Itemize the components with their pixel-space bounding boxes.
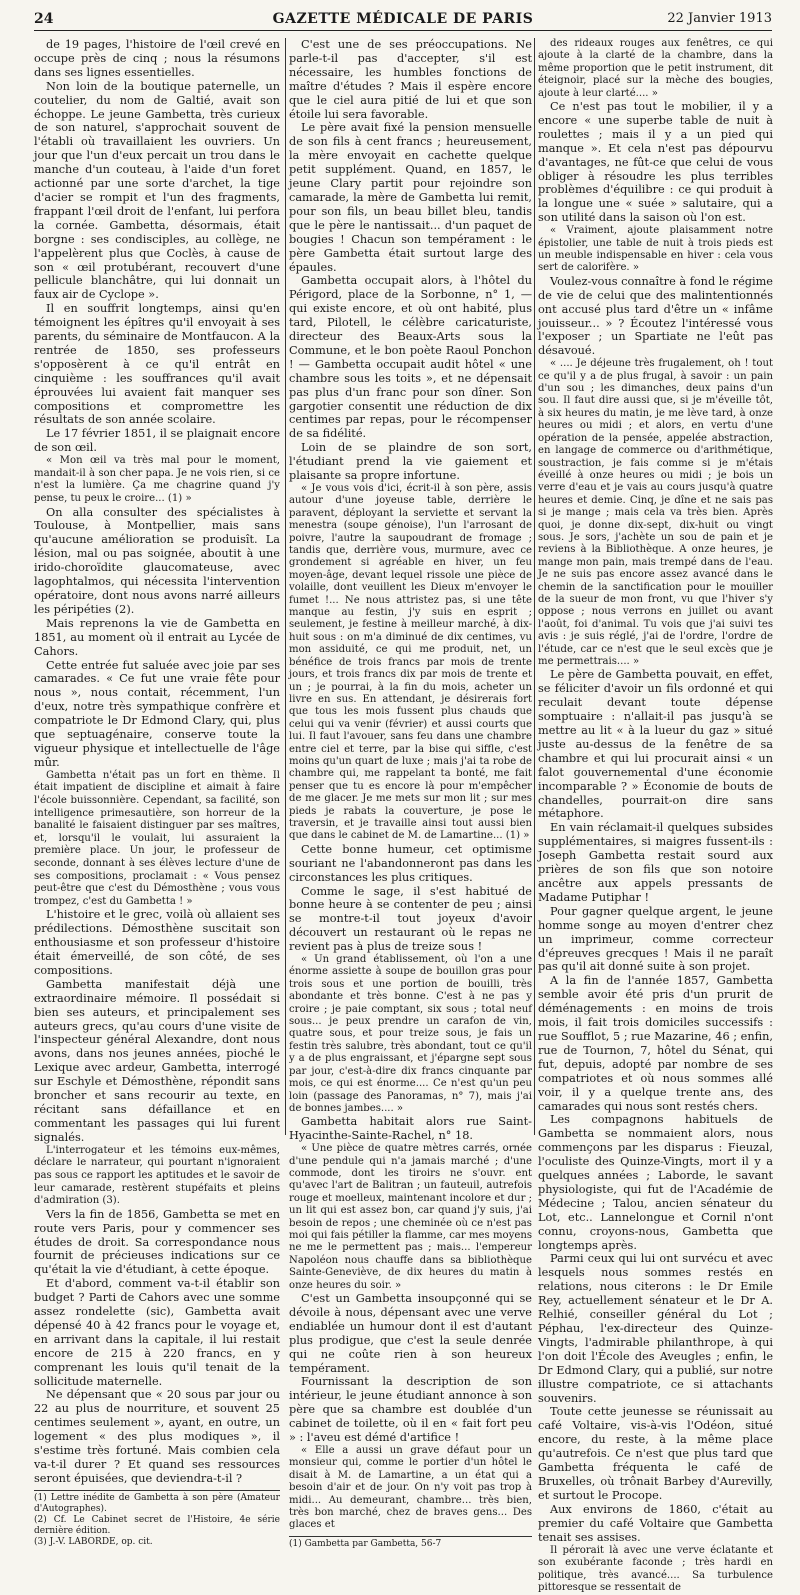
paragraph: Le 17 février 1851, il se plaignait encore de son œil.: [34, 427, 280, 455]
quotation: Il pérorait là avec une verve éclatante et son exubérante faconde ; très hardi en politique, très avancé.... Sa turbulence pittoresque se ressentait de: [538, 1544, 773, 1594]
footnote: (1) Gambetta par Gambetta, 56-7: [289, 1538, 442, 1549]
quotation: « Elle a aussi un grave défaut pour un monsieur qui, comme le portier d'un hôtel le disait à M. de Lamartine, a un état qui a besoin d'air et de jour. On n'y voit pas trop à midi... Au demeurant, chambre... très bien, très bon marché, chez de braves gens... Des glaces et: [289, 1444, 532, 1531]
paragraph: L'histoire et le grec, voilà où allaient ses prédilections. Démosthène suscitait son enthousiasme et son professeur d'histoire était émerveillé, de son côté, de ses compositions.: [34, 908, 280, 977]
paragraph: Le père avait fixé la pension mensuelle de son fils à cent francs ; heureusement, la mère envoyait en cachette quelque petit supplément. Quand, en 1857, le jeune Clary partit pour rejoindre son camarade, la mère de Gambetta lui remit, pour son fils, un beau billet bleu, tandis que le père le nantissait... d'un paquet de bougies ! Chacun son tempérament : le père Gambetta était surtout large des épaules.: [289, 121, 532, 274]
paragraph: Toute cette jeunesse se réunissait au café Voltaire, vis-à-vis l'Odéon, situé encore, du reste, à la même place qu'autrefois. Ce n'est que plus tard que Gambetta fréquenta le café de Bruxelles, où trônait Barbey d'Aurevilly, et surtout le Procope.: [538, 1405, 773, 1502]
paragraph: Et d'abord, comment va-t-il établir son budget ? Parti de Cahors avec une somme assez rondelette (sic), Gambetta avait dépensé 40 à 42 francs pour le voyage et, en arrivant dans la capitale, il lui restait encore de 215 à 220 francs, en y comprenant les louis qu'il tenait de la sollicitude maternelle.: [34, 1277, 280, 1388]
paragraph: Ne dépensant que « 20 sous par jour ou 22 au plus de nourriture, et souvent 25 centimes seulement », ayant, en outre, un logement « des plus modiques », il s'estime très fortuné. Mais combien cela va-t-il durer ? Et quand ses ressources seront épuisées, que deviendra-t-il ?: [34, 1388, 280, 1485]
footnote: (3) J.-V. LABORDE, op. cit.: [34, 1536, 153, 1547]
paragraph: A la fin de l'année 1857, Gambetta semble avoir été pris d'un prurit de déménagements : en moins de trois mois, il fait trois domiciles successifs : rue Soufflot, 5 ; rue Mazarine, 46 ; enfin, rue de Tournon, 7, hôtel du Sénat, qui fut, depuis, adopté par nombre de ses compatriotes et où nous sommes allé voir, il y a quelque trente ans, des camarades qui nous sont restés chers.: [538, 974, 773, 1113]
footnotes: [34, 1490, 280, 1548]
paragraph: Les compagnons habituels de Gambetta se nommaient alors, nous commençons par les disparus : Fieuzal, l'oculiste des Quinze-Vingts, mort il y a quelques années ; Laborde, le savant physiologiste, qui fut de l'Académie de Médecine ; Talou, ancien sénateur du Lot, etc.. Lannelongue et Cornil n'ont connu, croyons-nous, Gambetta que longtemps après.: [538, 1113, 773, 1252]
column-1: [34, 38, 280, 1547]
paragraph: Aux environs de 1860, c'était au premier du café Voltaire que Gambetta tenait ses assises.: [538, 1502, 773, 1544]
quotation: Gambetta n'était pas un fort en thème. Il était impatient de discipline et aimait à faire l'école buissonnière. Cependant, sa facilité, son intelligence primesautière, son horreur de la banalité le faisaient distinguer par ses maîtres, et, lorsqu'il le voulait, lui assuraient la première place. Un jour, le professeur de seconde, donnant à ses élèves lecture d'une de ses compositions, proclamait : « Vous pensez peut-être que c'est du Démosthène ; vous vous trompez, c'est du Gambetta ! »: [34, 769, 280, 907]
paragraph: Loin de se plaindre de son sort, l'étudiant prend la vie gaiement et plaisante sa propre infortune.: [289, 441, 532, 483]
paragraph: Cette bonne humeur, cet optimisme souriant ne l'abandonneront pas dans les circonstances les plus critiques.: [289, 842, 532, 884]
quotation: des rideaux rouges aux fenêtres, ce qui ajoute à la clarté de la chambre, dans la même proportion que le petit instrument, dit éteignoir, placé sur la mèche des bougies, ajoute à leur clarté.... »: [538, 38, 773, 99]
footnote: (2) Cf. Le Cabinet secret de l'Histoire, 4e série dernière édition.: [34, 1514, 280, 1536]
issue-date: 22 Janvier 1913: [667, 11, 772, 26]
paragraph: Vers la fin de 1856, Gambetta se met en route vers Paris, pour y commencer ses études de droit. Sa correspondance nous fournit de précieuses indications sur ce qu'était la vie d'étudiant, à cette époque.: [34, 1207, 280, 1277]
quotation: « Une pièce de quatre mètres carrés, ornée d'une pendule qui n'a jamais marché ; d'une commode, dont les tiroirs ne s'ouvr. ent qu'avec l'art de Balitran ; un fauteuil, autrefois rouge et moelleux, maintenant incolore et dur ; un lit qui est assez bon, car quand j'y suis, j'ai besoin de repos ; une cheminée où ce n'est pas moi qui fais pétiller la flamme, car mes moyens ne me le permettent pas ; mais... l'empereur Napoléon nous chauffe dans sa bibliothèque Sainte-Geneviève, de dix heures du matin à onze heures du soir. »: [289, 1143, 532, 1291]
footnotes: [289, 1536, 532, 1550]
footnote: (1) Lettre inédite de Gambetta à son père (Amateur d'Autographes).: [34, 1492, 280, 1514]
paragraph: de 19 pages, l'histoire de l'œil crevé en occupe près de cinq ; nous la résumons dans ses lignes essentielles.: [34, 38, 280, 79]
paragraph: Gambetta occupait alors, à l'hôtel du Périgord, place de la Sorbonne, n° 1, — qui existe encore, et où ont habité, plus tard, Pilotell, le célèbre caricaturiste, directeur des Beaux-Arts sous la Commune, et le bon poète Raoul Ponchon ! — Gambetta occupait audit hôtel « une chambre sous les toits », et ne dépensait pas plus d'un franc pour son dîner. Son gargotier consentit une réduction de dix centimes par repas, pour le récompenser de sa fidélité.: [289, 274, 532, 441]
paragraph: On alla consulter des spécialistes à Toulouse, à Montpellier, mais sans qu'aucune amélioration se produisît. La lésion, mal ou pas soignée, aboutit à une irido-choroïdite glaucomateuse, avec lagophtalmos, qui nécessita l'intervention opératoire, dont nous avons narré ailleurs les péripéties (2).: [34, 505, 280, 616]
paragraph: Il en souffrit longtemps, ainsi qu'en témoignent les épîtres qu'il envoyait à ses parents, du séminaire de Montfaucon. A la rentrée de 1850, ses professeurs s'opposèrent à ce qu'il entrât en cinquième : les souffrances qu'il avait éprouvées lui avaient fait manquer ses compositions et compromettre les résultats de son année scolaire.: [34, 302, 280, 427]
page-number: 24: [34, 11, 54, 27]
paragraph: Mais reprenons la vie de Gambetta en 1851, au moment où il entrait au Lycée de Cahors.: [34, 616, 280, 658]
quotation: « Mon œil va très mal pour le moment, mandait-il à son cher papa. Je ne vois rien, si ce n'est la lumière. Ça me chagrine quand j'y pense, tu peux le croire... (1) »: [34, 455, 280, 504]
paragraph: C'est un Gambetta insoupçonné qui se dévoile à nous, dépensant avec une verve endiablée un humour dont il est d'autant plus prodigue, que c'est la seule denrée qui ne coûte rien à son heureux tempérament.: [289, 1292, 532, 1375]
paragraph: Non loin de la boutique paternelle, un coutelier, du nom de Galtié, avait son échoppe. Le jeune Gambetta, très curieux de son naturel, s'approchait souvent de l'établi où travaillaient les ouvriers. Un jour que l'un d'eux percait un trou dans le manche d'un couteau, à l'aide d'un foret actionné par une sorte d'archet, la tige d'acier se rompit et l'un des fragments, frappant l'œil droit de l'enfant, lui perfora la cornée. Gambetta, désormais, était borgne : ses condisciples, au collège, ne l'appelèrent plus que Coclès, à cause de son « œil protubérant, recouvert d'une pellicule blanchâtre, qui lui donnait un faux air de Cyclope ».: [34, 79, 280, 302]
column-3: [534, 38, 773, 1594]
quotation: L'interrogateur et les témoins eux-mêmes, déclare le narrateur, qui pourtant n'ignoraient pas sous ce rapport les aptitudes et le savoir de leur camarade, restèrent stupéfaits et pleins d'admiration (3).: [34, 1144, 280, 1207]
paragraph: Fournissant la description de son intérieur, le jeune étudiant annonce à son père que sa chambre est doublée d'un cabinet de toilette, où il en « fait fort peu » : l'aveu est démé d'artifice !: [289, 1375, 532, 1445]
article-columns: [34, 38, 773, 1594]
paragraph: Cette entrée fut saluée avec joie par ses camarades. « Ce fut une vraie fête pour nous », nous contait, récemment, l'un d'eux, notre très sympathique confrère et compatriote le Dr Edmond Clary, qui, plus que septuagénaire, conserve toute la vigueur physique et intellectuelle de l'âge mûr.: [34, 658, 280, 769]
quotation: « Je vous vois d'ici, écrit-il à son père, assis autour d'une joyeuse table, derrière le paravent, déployant la serviette et servant la menestra (soupe génoise), l'un l'arrosant de poivre, l'autre la saupoudrant de fromage ; tandis que, derrière vous, murmure, avec ce grondement si agréable en hiver, un feu moyen-âge, devant lequel rissole une pièce de volaille, dont veuillent les Dieux m'envoyer le fumet !... Ne nous attristez pas, si une tête manque au festin, j'y suis en esprit ; seulement, je festine à meilleur marché, à dix-huit sous : on m'a diminué de dix centimes, vu mon assiduité, ce qui me produit, net, un bénéfice de trois francs par mois de trente jours, et trois francs dix par mois de trente et un ; je pourrai, à la fin du mois, acheter un livre en sus. En attendant, je désirerais fort que tous les mois fussent plus chauds que celui qui va venir (février) et aussi courts que lui. Il faut l'avouer, sans feu dans une chambre entre ciel et terre, par la bise qui siffle, c'est moins qu'un quart de luxe ; mais j'ai ta robe de chambre qui, me rappelant ta bonté, me fait penser que tu es encore là pour m'empêcher de me glacer. Je me mets sur mon lit ; sur mes pieds je rabats la couverture, je pose le traversin, et je travaille ainsi tout aussi bien que dans le cabinet de M. de Lamartine... (1) »: [289, 483, 532, 842]
paragraph: Ce n'est pas tout le mobilier, il y a encore « une superbe table de nuit à roulettes ; mais il y a un pied qui manque ». Et cela n'est pas dépourvu d'avantages, ne fût-ce que celui de vous obliger à résoudre les plus terribles problèmes d'équilibre : ce qui produit à la longue une « suée » salutaire, qui a son utilité dans la saison où l'on est.: [538, 100, 773, 225]
quotation: « Un grand établissement, où l'on a une énorme assiette à soupe de bouillon gras pour trois sous et une portion de bouilli, très abondante et très bonne. C'est à ne pas y croire ; je paie comptant, six sous ; total neuf sous... je peux prendre un carafon de vin, quatre sous, et pour treize sous, je fais un festin très salubre, très abondant, tout ce qu'il y a de plus engraissant, et j'épargne sept sous par jour, c'est-à-dire dix francs cinquante par mois, ce qui est énorme.... Ce n'est qu'un peu loin (passage des Panoramas, n° 7), mais j'ai de bonnes jambes.... »: [289, 954, 532, 1114]
paragraph: En vain réclamait-il quelques subsides supplémentaires, si maigres fussent-ils : Joseph Gambetta restait sourd aux prières de son fils que son notoire ancêtre aux appels pressants de Madame Putiphar !: [538, 821, 773, 904]
paragraph: Voulez-vous connaître à fond le régime de vie de celui que des malintentionnés ont accusé plus tard d'être un « infâme jouisseur... » ? Écoutez l'intéressé vous l'exposer ; un Spartiate ne l'eût pas désavoué.: [538, 274, 773, 358]
paragraph: Le père de Gambetta pouvait, en effet, se féliciter d'avoir un fils ordonné et qui reculait devant toute dépense somptuaire : n'allait-il pas jusqu'à se mettre au lit « à la lueur du gaz » situé juste au-dessus de la fenêtre de sa chambre et qui lui procurait ainsi « un falot gouvernemental d'une économie incomparable ? » Économie de bouts de chandelles, pourrait-on dire sans métaphore.: [538, 668, 773, 821]
paragraph: Pour gagner quelque argent, le jeune homme songe au moyen d'entrer chez un imprimeur, comme correcteur d'épreuves grecques ! Mais il ne paraît pas qu'il ait donné suite à son projet.: [538, 904, 773, 974]
page-header: [34, 8, 772, 31]
paragraph: Comme le sage, il s'est habitué de bonne heure à se contenter de peu ; ainsi se montre-t-il tout joyeux d'avoir découvert un restaurant où le repas ne revient pas à plus de treize sous !: [289, 884, 532, 954]
quotation: « Vraiment, ajoute plaisamment notre épistolier, une table de nuit à trois pieds est un meuble indispensable en hiver : cela vous sert de calorifère. »: [538, 225, 773, 274]
newspaper-title: GAZETTE MÉDICALE DE PARIS: [272, 11, 534, 27]
quotation: « .... Je déjeune très frugalement, oh ! tout ce qu'il y a de plus frugal, à savoir : un pain d'un sou ; les dimanches, deux pains d'un sou. Il faut dire aussi que, si je m'éveille tôt, à six heures du matin, je me lève tard, à onze heures ou midi ; et alors, en vertu d'une opération de la pensée, appelée abstraction, en langage de commerce ou d'arithmétique, soustraction, je fais comme si je m'étais éveillé à onze heures ou midi ; je bois un verre d'eau et je vais au cours jusqu'à quatre heures et demie. Cinq, je dîne et ne sais pas si je mange ; mais cela va très bien. Après quoi, je donne dix-sept, dix-huit ou vingt sous. Je sors, j'achète un sou de pain et je reviens à la Bibliothèque. A onze heures, je mange mon pain, mais trempé dans de l'eau. Je ne suis pas encore assez avancé dans le chemin de la sanctification pour le mouiller de la sueur de mon front, vu que l'hiver s'y oppose ; nous verrons en juillet ou avant l'août, foi d'animal. Tu vois que j'ai suivi tes avis : je suis réglé, j'ai de l'ordre, l'ordre de l'étude, car ce n'est que le seul excès que je me permettrais.... »: [538, 358, 773, 667]
paragraph: Gambetta habitait alors rue Saint-Hyacinthe-Sainte-Rachel, n° 18.: [289, 1115, 532, 1143]
column-2: [285, 38, 532, 1549]
paragraph: Parmi ceux qui lui ont survécu et avec lesquels nous sommes restés en relations, nous citerons : le Dr Emile Rey, actuellement sénateur et le Dr A. Relhié, conseiller général du Lot ; Péphau, l'ex-directeur des Quinze-Vingts, l'admirable philanthrope, à qui l'on doit l'École des Aveugles ; enfin, le Dr Edmond Clary, qui a publié, sur notre illustre compatriote, ce si attachants souvenirs.: [538, 1252, 773, 1405]
paragraph: Gambetta manifestait déjà une extraordinaire mémoire. Il possédait si bien ses auteurs, et principalement ses auteurs grecs, qu'au cours d'une visite de l'inspecteur général Alexandre, dont nous avons, dans nos jeunes années, pioché le Lexique avec ardeur, Gambetta, interrogé sur Eschyle et Démosthène, répondit sans broncher et sans recourir au texte, en récitant sans défaillance et en commentant les passages qui lui furent signalés.: [34, 977, 280, 1144]
paragraph: C'est une de ses préoccupations. Ne parle-t-il pas d'accepter, s'il est nécessaire, les humbles fonctions de maître d'études ? Mais il espère encore que le ciel aura pitié de lui et que son étoile lui sera favorable.: [289, 38, 532, 121]
